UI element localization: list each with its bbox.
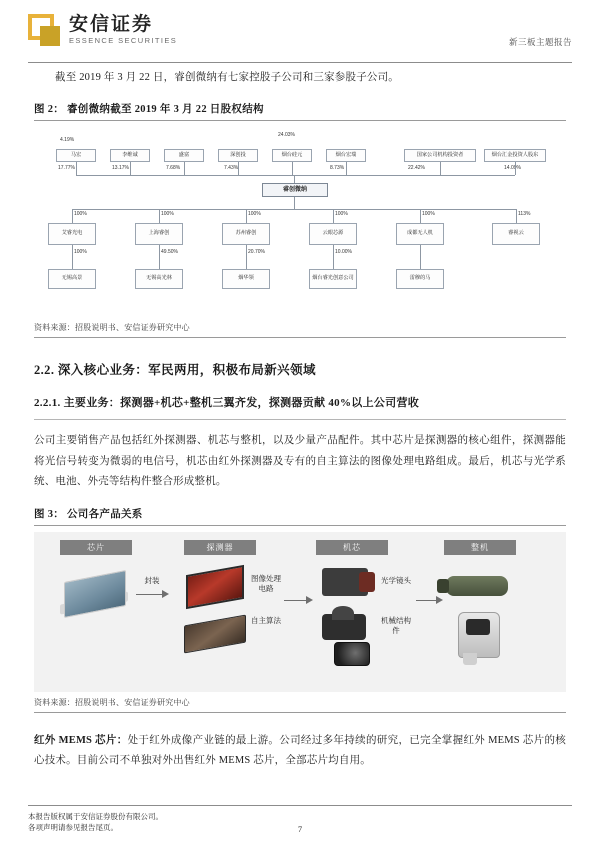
company-logo: [28, 14, 572, 46]
figure2-box: [34, 120, 566, 338]
annotation-image-processing-circuit: 图像处理电路: [251, 573, 281, 593]
org-pct: 20.70%: [248, 249, 265, 256]
report-tag: 新三板主题报告: [508, 37, 572, 47]
org-pct: 14.09%: [504, 165, 521, 172]
page-number: 7: [297, 824, 303, 834]
org-node: 云眼芯源: [309, 223, 357, 245]
org-node: 无锡高光林: [135, 269, 183, 289]
footer-line-1: 本报告版权属于安信证券股份有限公司。: [28, 811, 163, 821]
product-column-chip: 芯片: [60, 540, 132, 555]
page-footer: [28, 805, 572, 834]
product-column-machine: 整机: [444, 540, 516, 555]
org-node: 深创投: [218, 149, 258, 162]
org-pct: 100%: [161, 211, 174, 218]
footer-line-2: 各项声明请参见报告尾页。: [28, 823, 118, 833]
org-node: 烟华领: [222, 269, 270, 289]
org-pct: 49.50%: [161, 249, 178, 256]
org-pct: 8.73%: [330, 165, 345, 172]
annotation-optical-lens: 光学镜头: [381, 575, 411, 585]
org-node: 艾睿光电: [48, 223, 96, 245]
header-divider: [28, 62, 572, 63]
org-pct: 22.42%: [408, 165, 425, 172]
org-node: 李维诚: [110, 149, 150, 162]
org-node: 烟台睿光创意公司: [309, 269, 357, 289]
section-divider: [34, 419, 566, 420]
lens-image: [334, 642, 370, 666]
section-heading-2-2: 2.2. 深入核心业务：军民两用，积极布局新兴领域: [34, 363, 316, 378]
org-node: 烟台汇金投资人股东: [484, 149, 546, 162]
org-node: 烟台宏瑞: [326, 149, 366, 162]
logo-title-en: ESSENCE SECURITIES: [69, 36, 178, 46]
org-pct: 4.19%: [60, 137, 75, 144]
logo-title-cn: 安信证券: [69, 14, 154, 36]
org-node: 国家公司机构投资者: [404, 149, 476, 162]
detector-red-image: [186, 565, 244, 609]
footer-divider: [28, 805, 572, 806]
org-pct: 100%: [335, 211, 348, 218]
org-pct: 113%: [518, 211, 531, 218]
intro-paragraph: 截至 2019 年 3 月 22 日，睿创微纳有七家控股子公司和三家参股子公司。: [55, 72, 399, 83]
org-chart: [34, 127, 566, 317]
thermal-camera-image: [458, 612, 500, 658]
core-module-image-2: [322, 614, 366, 640]
org-pct: 7.68%: [166, 165, 181, 172]
mems-label: 红外 MEMS 芯片：: [34, 734, 128, 746]
org-node: 苏州睿创: [222, 223, 270, 245]
figure3-source: 资料来源：招股说明书、安信证券研究中心: [34, 697, 190, 707]
org-node: 盛富: [164, 149, 204, 162]
org-node: 成都无人机: [396, 223, 444, 245]
mems-paragraph: [34, 731, 566, 772]
org-node: 睿视云: [492, 223, 540, 245]
mems-text: 处于红外成像产业链的最上游。公司经过多年持续的研究，已完全掌握红外 MEMS 芯片的核心技术。目前公司不单独对外出售红外 MEMS 芯片，全部芯片均自用。: [34, 734, 566, 767]
figure3-box: [34, 525, 566, 713]
org-pct: 13.17%: [112, 165, 129, 172]
product-column-detector: 探测器: [184, 540, 256, 555]
figure2-source: 资料来源：招股说明书、安信证券研究中心: [34, 323, 190, 333]
org-pct: 17.77%: [58, 165, 75, 172]
org-pct: 100%: [422, 211, 435, 218]
org-node: 马宏: [56, 149, 96, 162]
org-pct: 24.03%: [278, 132, 295, 139]
org-pct: 10.00%: [335, 249, 352, 256]
org-node: 无锡高景: [48, 269, 96, 289]
chip-image: [64, 570, 126, 618]
figure2-title: 图 2： 睿创微纳截至 2019 年 3 月 22 日股权结构: [34, 104, 264, 116]
org-pct: 100%: [248, 211, 261, 218]
org-pct: 100%: [74, 249, 87, 256]
annotation-mechanical-structure: 机械结构件: [381, 615, 411, 635]
page-header: [0, 0, 600, 66]
core-module-image: [322, 568, 368, 596]
org-node: 上海睿创: [135, 223, 183, 245]
page-content: [34, 68, 566, 802]
product-relationship-diagram: [34, 532, 566, 692]
arrow-line: [136, 594, 162, 595]
annotation-algorithm: 自主算法: [251, 615, 281, 625]
detector-dark-image: [184, 614, 246, 653]
annotation-packaging: 封装: [144, 575, 160, 585]
section-paragraph: 公司主要销售产品包括红外探测器、机芯与整机，以及少量产品配件。其中芯片是探测器的核心组件，探测器能将光信号转变为微弱的电信号，机芯由红外探测器及专有的自主算法的图像处理电路组成。最后，机芯与光学系统、电池、外壳等结构件整合形成整机。: [34, 435, 566, 488]
arrow-icon: [306, 596, 313, 604]
org-node: 烟台硅元: [272, 149, 312, 162]
arrow-icon: [436, 596, 443, 604]
product-column-core: 机芯: [316, 540, 388, 555]
thermal-scope-image: [446, 576, 508, 596]
org-pct: 7.43%: [224, 165, 239, 172]
logo-mark-icon: [28, 14, 60, 46]
arrow-line: [416, 600, 436, 601]
arrow-icon: [162, 590, 169, 598]
org-node: 雷穆的马: [396, 269, 444, 289]
section-heading-2-2-1: 2.2.1. 主要业务：探测器+机芯+整机三翼齐发，探测器贡献 40%以上公司营收: [34, 397, 420, 410]
org-pct: 100%: [74, 211, 87, 218]
arrow-line: [284, 600, 306, 601]
figure3-title: 图 3： 公司各产品关系: [34, 508, 143, 520]
org-node-core: 睿创微纳: [262, 183, 328, 197]
